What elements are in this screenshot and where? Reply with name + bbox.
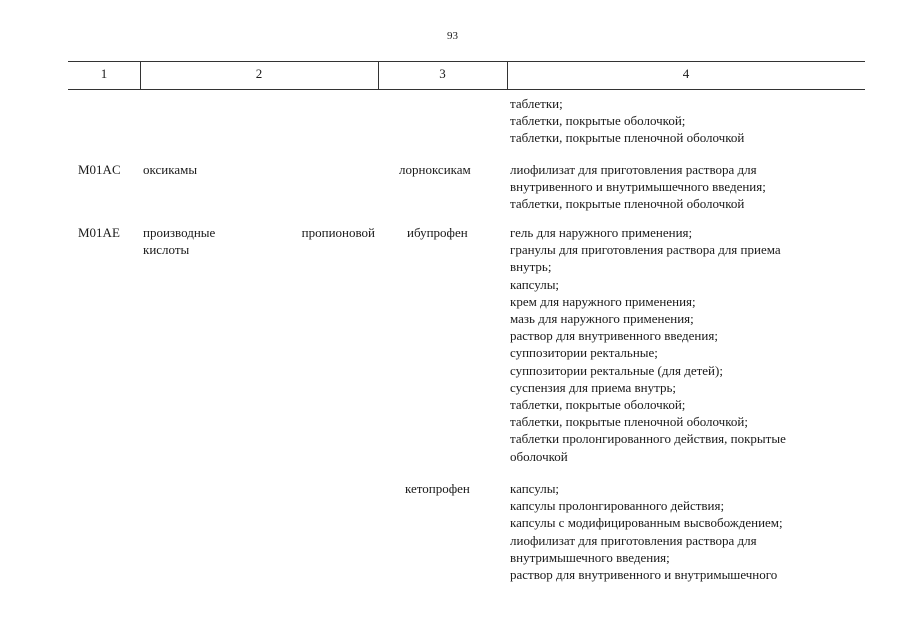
group-name-word: пропионовой	[301, 225, 375, 240]
dosage-form-item: капсулы;	[510, 481, 560, 496]
dosage-form-item: суспензия для приема внутрь;	[510, 379, 677, 395]
group-name: оксикамы	[143, 162, 198, 177]
dosage-form-item: внутривенного и внутримышечного введения;	[510, 179, 766, 195]
dosage-form-item: таблетки пролонгированного действия, покрытые	[510, 431, 786, 447]
dosage-form-item: суппозитории ректальные (для детей);	[510, 362, 723, 378]
dosage-form-item: мазь для наружного применения;	[510, 311, 694, 327]
dosage-form-item: гранулы для приготовления раствора для приема	[510, 242, 781, 258]
column-header-1: 1	[100, 66, 108, 81]
page-number: 93	[447, 30, 458, 42]
dosage-form-item: лиофилизат для приготовления раствора для	[510, 162, 757, 177]
dosage-form-item: капсулы с модифицированным высвобождением;	[510, 515, 783, 531]
atc-code: M01AC	[78, 162, 121, 177]
drug-name: лорноксикам	[399, 162, 471, 177]
dosage-form-item: оболочкой	[510, 448, 568, 464]
header-bottom-rule	[68, 89, 865, 90]
drug-name: ибупрофен	[407, 225, 468, 240]
drug-name: кетопрофен	[405, 481, 470, 496]
column-header-2: 2	[255, 66, 263, 81]
column-header-4: 4	[682, 66, 690, 81]
dosage-form-item: таблетки, покрытые пленочной оболочкой	[510, 196, 745, 212]
dosage-form-item: внутримышечного введения;	[510, 549, 670, 565]
dosage-forms-list	[510, 161, 766, 213]
dosage-form-item: внутрь;	[510, 259, 552, 275]
dosage-form-item: таблетки, покрытые пленочной оболочкой;	[510, 414, 748, 430]
dosage-forms-list	[510, 480, 783, 583]
dosage-form-item: таблетки, покрытые оболочкой;	[510, 397, 686, 413]
atc-code: M01AE	[78, 225, 120, 240]
dosage-form-item: капсулы;	[510, 276, 560, 292]
group-name-line: кислоты	[143, 242, 190, 258]
dosage-form-item: крем для наружного применения;	[510, 293, 696, 309]
dosage-form-item: таблетки, покрытые пленочной оболочкой	[510, 130, 745, 146]
group-name-word: производные	[143, 225, 216, 240]
dosage-forms-list	[510, 95, 744, 147]
dosage-forms-list	[510, 224, 786, 465]
column-header-3: 3	[439, 66, 446, 81]
dosage-form-item: суппозитории ректальные;	[510, 345, 658, 361]
dosage-form-item: раствор для внутривенного введения;	[510, 328, 718, 344]
dosage-form-item: таблетки;	[510, 96, 563, 111]
dosage-form-item: гель для наружного применения;	[510, 225, 693, 240]
dosage-form-item: таблетки, покрытые оболочкой;	[510, 113, 686, 129]
header-top-rule	[68, 61, 865, 62]
dosage-form-item: раствор для внутривенного и внутримышечного	[510, 567, 778, 583]
dosage-form-item: лиофилизат для приготовления раствора для	[510, 532, 757, 548]
dosage-form-item: капсулы пролонгированного действия;	[510, 498, 725, 514]
group-name	[143, 224, 375, 258]
